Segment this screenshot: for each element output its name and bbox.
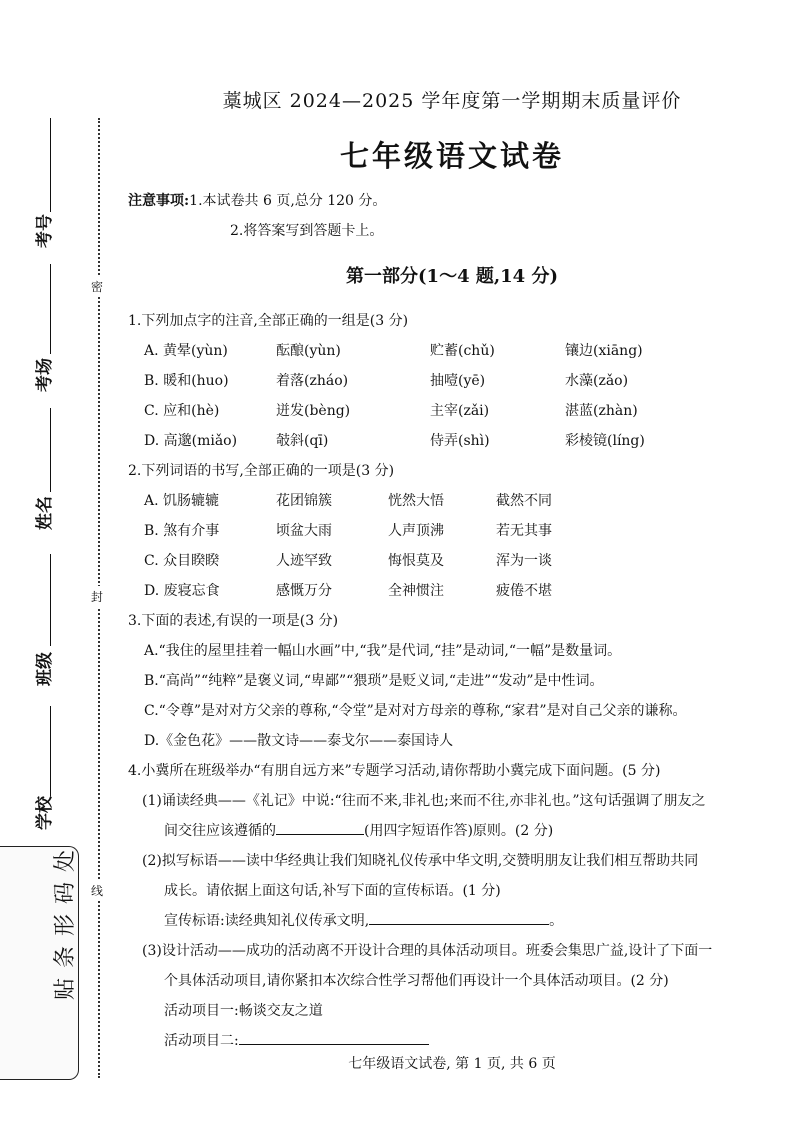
seal-char-xian: 线 [91,880,103,901]
section-title: 第一部分(1～4 题,14 分) [346,266,558,287]
barcode-label: 贴条形码处 [53,839,78,1000]
q1-option-c-3: 主宰(zǎi) [430,403,490,419]
q2-option-c-1: C. 众目睽睽 [144,553,220,569]
q1-option-a-2: 酝酿(yùn) [276,343,341,359]
name-line [50,408,51,492]
q4-part3-line3: 活动项目一:畅谈交友之道 [164,1003,323,1019]
class-label: 班级 [35,652,55,686]
q4-part3-answer-blank[interactable] [239,1030,429,1045]
q4-part3-line4 [164,1030,429,1050]
q2-option-b-4: 若无其事 [496,523,552,539]
q1-option-d-1: D. 高邈(miǎo) [144,433,238,449]
q2-option-d-4: 疲倦不堪 [496,583,552,599]
q2-option-a-1: A. 饥肠辘辘 [144,493,220,509]
exam-room-label: 考场 [35,358,55,392]
q2-option-b-2: 顷盆大雨 [276,523,332,539]
q1-stem: 1.下列加点字的注音,全部正确的一组是(3 分) [128,313,409,329]
q2-option-b-1: B. 煞有介事 [144,523,220,539]
q4-part2-line1: (2)拟写标语——读中华经典让我们知晓礼仪传承中华文明,交赞明朋友让我们相互帮助共同 [142,853,699,869]
q2-option-b-3: 人声顶沸 [388,523,444,539]
q2-option-a-4: 截然不同 [496,493,552,509]
q2-option-c-4: 浑为一谈 [496,553,552,569]
q4-part2-answer-blank[interactable] [369,910,549,925]
q1-option-a-4: 镶边(xiāng) [565,343,643,359]
q3-stem: 3.下面的表述,有误的一项是(3 分) [128,613,339,629]
q2-option-d-2: 感慨万分 [276,583,332,599]
q4-part3-text: 活动项目二: [164,1033,239,1049]
name-label: 姓名 [35,496,55,530]
q4-part3-line2: 个具体活动项目,请你紧扣本次综合性学习帮他们再设计一个具体活动项目。(2 分) [164,973,669,989]
q1-option-a-1: A. 黄晕(yùn) [144,343,228,359]
notice-item-1: 1.本试卷共 6 页,总分 120 分。 [189,193,387,209]
q1-option-c-4: 湛蓝(zhàn) [565,403,638,419]
notice-item-2: 2.将答案写到答题卡上。 [230,223,384,239]
q4-part2-text-a: 宣传标语:读经典知礼仪传承文明, [164,913,370,929]
school-line [50,706,51,796]
q3-option-d: D.《金色花》——散文诗——泰戈尔——泰国诗人 [144,733,454,749]
q2-option-d-1: D. 废寝忘食 [144,583,220,599]
q4-part2-line2: 成长。请依据上面这句话,补写下面的宣传标语。(1 分) [164,883,501,899]
q4-part1-answer-blank[interactable] [276,820,364,835]
q1-option-d-4: 彩棱镜(líng) [565,433,645,449]
q1-option-b-1: B. 暖和(huo) [144,373,229,389]
q2-option-a-3: 恍然大悟 [388,493,444,509]
class-line [50,554,51,646]
notice-label: 注意事项: [128,193,190,209]
exam-title: 藁城区 2024—2025 学年度第一学期期末质量评价 [222,90,682,112]
q3-option-a: A.“我住的屋里挂着一幅山水画”中,“我”是代词,“挂”是动词,“一幅”是数量词。 [144,643,622,659]
q4-part3-line1: (3)设计活动——成功的活动离不开设计合理的具体活动项目。班委会集思广益,设计了下面一 [142,943,713,959]
q3-option-c: C.“令尊”是对对方父亲的尊称,“令堂”是对对方母亲的尊称,“家君”是对自己父亲的谦称。 [144,703,687,719]
exam-subtitle: 七年级语文试卷 [339,139,564,173]
q4-part1-text-b: (用四字短语作答)原则。(2 分) [364,823,554,839]
q1-option-d-3: 侍弄(shì) [430,433,490,449]
q4-part1-line1: (1)诵读经典——《礼记》中说:“往而不来,非礼也;来而不往,亦非礼也。”这句话强调了朋友之 [142,793,706,809]
q4-part2-text-b: 。 [549,913,564,929]
q3-option-b: B.“高尚”“纯粹”是褒义词,“卑鄙”“猥琐”是贬义词,“走进”“发动”是中性词。 [144,673,604,689]
q4-stem: 4.小冀所在班级举办“有朋自远方来”专题学习活动,请你帮助小冀完成下面问题。(5 分) [128,763,661,779]
school-label: 学校 [35,796,55,830]
seal-char-mi: 密 [91,276,103,297]
q1-option-b-3: 抽噎(yē) [430,373,486,389]
q1-option-a-3: 贮蓄(chǔ) [430,343,495,359]
notice-line-1 [128,190,386,210]
q1-option-d-2: 攲斜(qī) [276,433,329,449]
q2-option-c-2: 人迹罕致 [276,553,332,569]
q2-stem: 2.下列词语的书写,全部正确的一项是(3 分) [128,463,395,479]
q4-part1-text-a: 间交往应该遵循的 [164,823,276,839]
q4-part2-line3 [164,910,563,930]
q1-option-b-4: 水藻(zǎo) [565,373,629,389]
q2-option-c-3: 悔恨莫及 [388,553,444,569]
q1-option-c-1: C. 应和(hè) [144,403,220,419]
exam-number-label: 考号 [35,214,55,248]
q2-option-d-3: 全神惯注 [388,583,444,599]
q4-part1-line2 [164,820,553,840]
q2-option-a-2: 花团锦簇 [276,493,332,509]
page-footer: 七年级语文试卷, 第 1 页, 共 6 页 [348,1056,556,1072]
seal-char-feng: 封 [91,586,103,607]
q1-option-c-2: 迸发(bèng) [276,403,351,419]
q1-option-b-2: 着落(zháo) [276,373,349,389]
